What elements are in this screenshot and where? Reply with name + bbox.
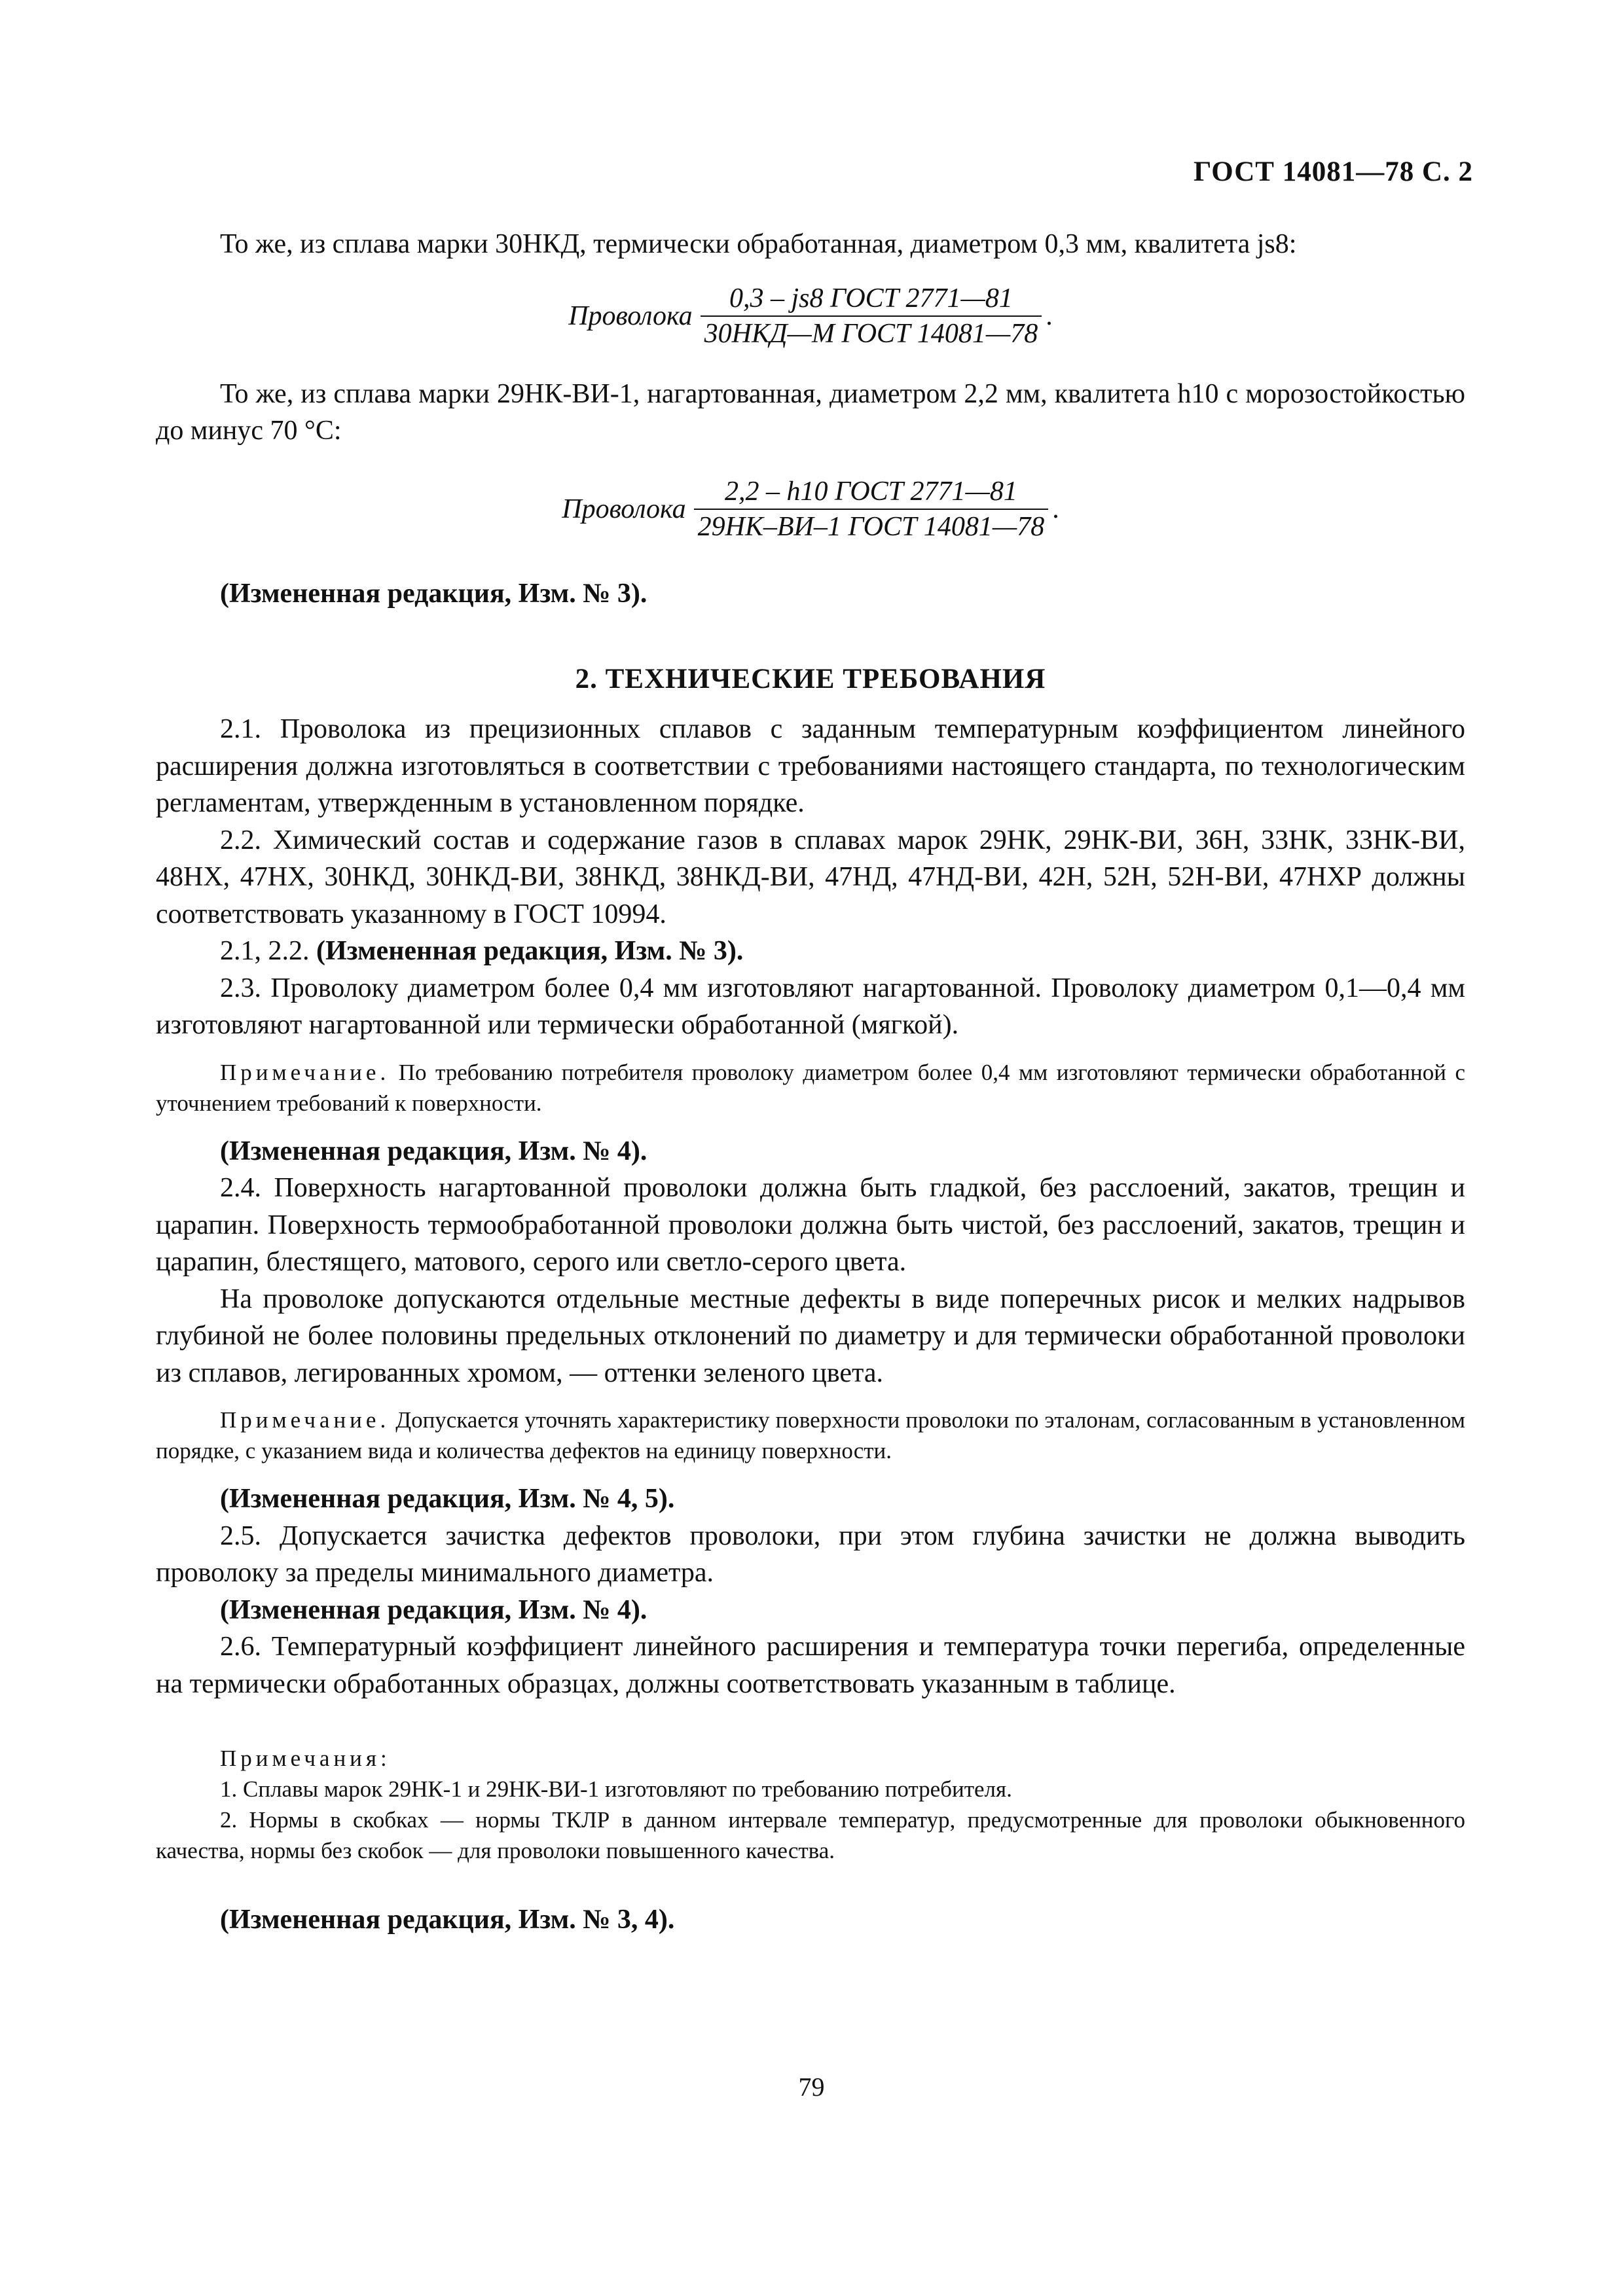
note-1 bbox=[156, 1057, 1465, 1119]
paragraph-2-1-2-edit bbox=[156, 933, 1465, 970]
formula-denominator: 30НКД—М ГОСТ 14081—78 bbox=[704, 318, 1038, 349]
notes-label: Примечания: bbox=[220, 1746, 391, 1771]
formula-1 bbox=[156, 283, 1465, 350]
paragraph-2-4b: На проволоке допускаются отдельные местные дефекты в виде поперечных рисок и мелких надрывов глубиной не более половины предельных отклонений по диаметру и для термически обработанной проволоки из сплавов, легированных хромом, — оттенки зеленого цвета. bbox=[156, 1283, 1465, 1388]
section-title: 2. ТЕХНИЧЕСКИЕ ТРЕБОВАНИЯ bbox=[575, 664, 1046, 694]
formula-fraction bbox=[694, 476, 1049, 543]
paragraph-2-4: 2.4. Поверхность нагартованной проволоки должна быть гладкой, без расслоений, закатов, трещин и царапин. Поверхность термообработанной проволоки должна быть чистой, без расслоений, закатов, трещин и царапин, блестящего, матового, серого или светло-серого цвета. bbox=[156, 1173, 1465, 1277]
page-header: ГОСТ 14081—78 С. 2 bbox=[1193, 156, 1473, 187]
formula-end: . bbox=[1046, 300, 1053, 331]
note-item-2: 2. Нормы в скобках — нормы ТКЛР в данном интервале температур, предусмотренные для проволоки обыкновенного качества, нормы без скобок — для проволоки повышенного качества. bbox=[156, 1807, 1465, 1863]
note-text: Допускается уточнять характеристику поверхности проволоки по эталонам, согласованным в установленном порядке, с указанием вида и количества дефектов на единицу поверхности. bbox=[156, 1407, 1465, 1463]
edit-note-4b: (Измененная редакция, Изм. № 4). bbox=[220, 1594, 647, 1625]
formula-fraction bbox=[701, 283, 1042, 350]
formula-denominator: 29НК–ВИ–1 ГОСТ 14081—78 bbox=[697, 511, 1045, 542]
edit-note-intro: (Измененная редакция, Изм. № 3). bbox=[220, 578, 647, 609]
paragraph-2-1: 2.1. Проволока из прецизионных сплавов с заданным температурным коэффициентом линейного расширения должна изготовляться в соответствии с требованиями настоящего стандарта, по технологическим регламентам, утвержденным в установленном порядке. bbox=[156, 714, 1465, 818]
paragraph-2-6: 2.6. Температурный коэффициент линейного расширения и температура точки перегиба, определенные на термически обработанных образцах, должны соответствовать указанным в таблице. bbox=[156, 1632, 1465, 1699]
paragraph-2-2: 2.2. Химический состав и содержание газов в сплавах марок 29НК, 29НК-ВИ, 36Н, 33НК, 33НК-ВИ, 48НХ, 47НХ, 30НКД, 30НКД-ВИ, 38НКД, 38НКД-ВИ, 47НД, 47НД-ВИ, 42Н, 52Н, 52Н-ВИ, 47НХР должны соответствовать указанному в ГОСТ 10994. bbox=[156, 825, 1465, 929]
note-label: Примечание. bbox=[220, 1059, 390, 1085]
paragraph-2-3: 2.3. Проволоку диаметром более 0,4 мм изготовляют нагартованной. Проволоку диаметром 0,1—0,4 мм изготовляют нагартованной или термически обработанной (мягкой). bbox=[156, 973, 1465, 1040]
formula-numerator: 0,3 – js8 ГОСТ 2771—81 bbox=[701, 283, 1042, 317]
paragraph-intro-1: То же, из сплава марки 30НКД, термически обработанная, диаметром 0,3 мм, квалитета js8: bbox=[220, 229, 1297, 259]
note-text: По требованию потребителя проволоку диаметром более 0,4 мм изготовляют термически обработанной с уточнением требований к поверхности. bbox=[156, 1059, 1465, 1116]
formula-end: . bbox=[1052, 493, 1059, 524]
formula-2 bbox=[156, 476, 1465, 543]
edit-note: (Измененная редакция, Изм. № 3). bbox=[316, 936, 744, 966]
edit-note-34: (Измененная редакция, Изм. № 3, 4). bbox=[220, 1905, 675, 1935]
note-2 bbox=[156, 1405, 1465, 1466]
paragraph-intro-2: То же, из сплава марки 29НК-ВИ-1, нагартованная, диаметром 2,2 мм, квалитета h10 с морозостойкостью до минус 70 °С: bbox=[156, 378, 1465, 446]
paragraph-2-5: 2.5. Допускается зачистка дефектов проволоки, при этом глубина зачистки не должна выводить проволоку за пределы минимального диаметра. bbox=[156, 1520, 1465, 1588]
note-item-1: 1. Сплавы марок 29НК-1 и 29НК-ВИ-1 изготовляют по требованию потребителя. bbox=[220, 1776, 1012, 1802]
formula-label: Проволока bbox=[562, 493, 686, 524]
edit-note-4a: (Измененная редакция, Изм. № 4). bbox=[220, 1136, 647, 1166]
clause-ref: 2.1, 2.2. bbox=[220, 936, 310, 966]
document-body bbox=[156, 226, 1465, 1939]
formula-numerator: 2,2 – h10 ГОСТ 2771—81 bbox=[694, 476, 1049, 510]
note-label: Примечание. bbox=[220, 1407, 390, 1433]
formula-label: Проволока bbox=[568, 300, 693, 331]
page-number: 79 bbox=[798, 2072, 825, 2102]
edit-note-45: (Измененная редакция, Изм. № 4, 5). bbox=[220, 1484, 675, 1514]
